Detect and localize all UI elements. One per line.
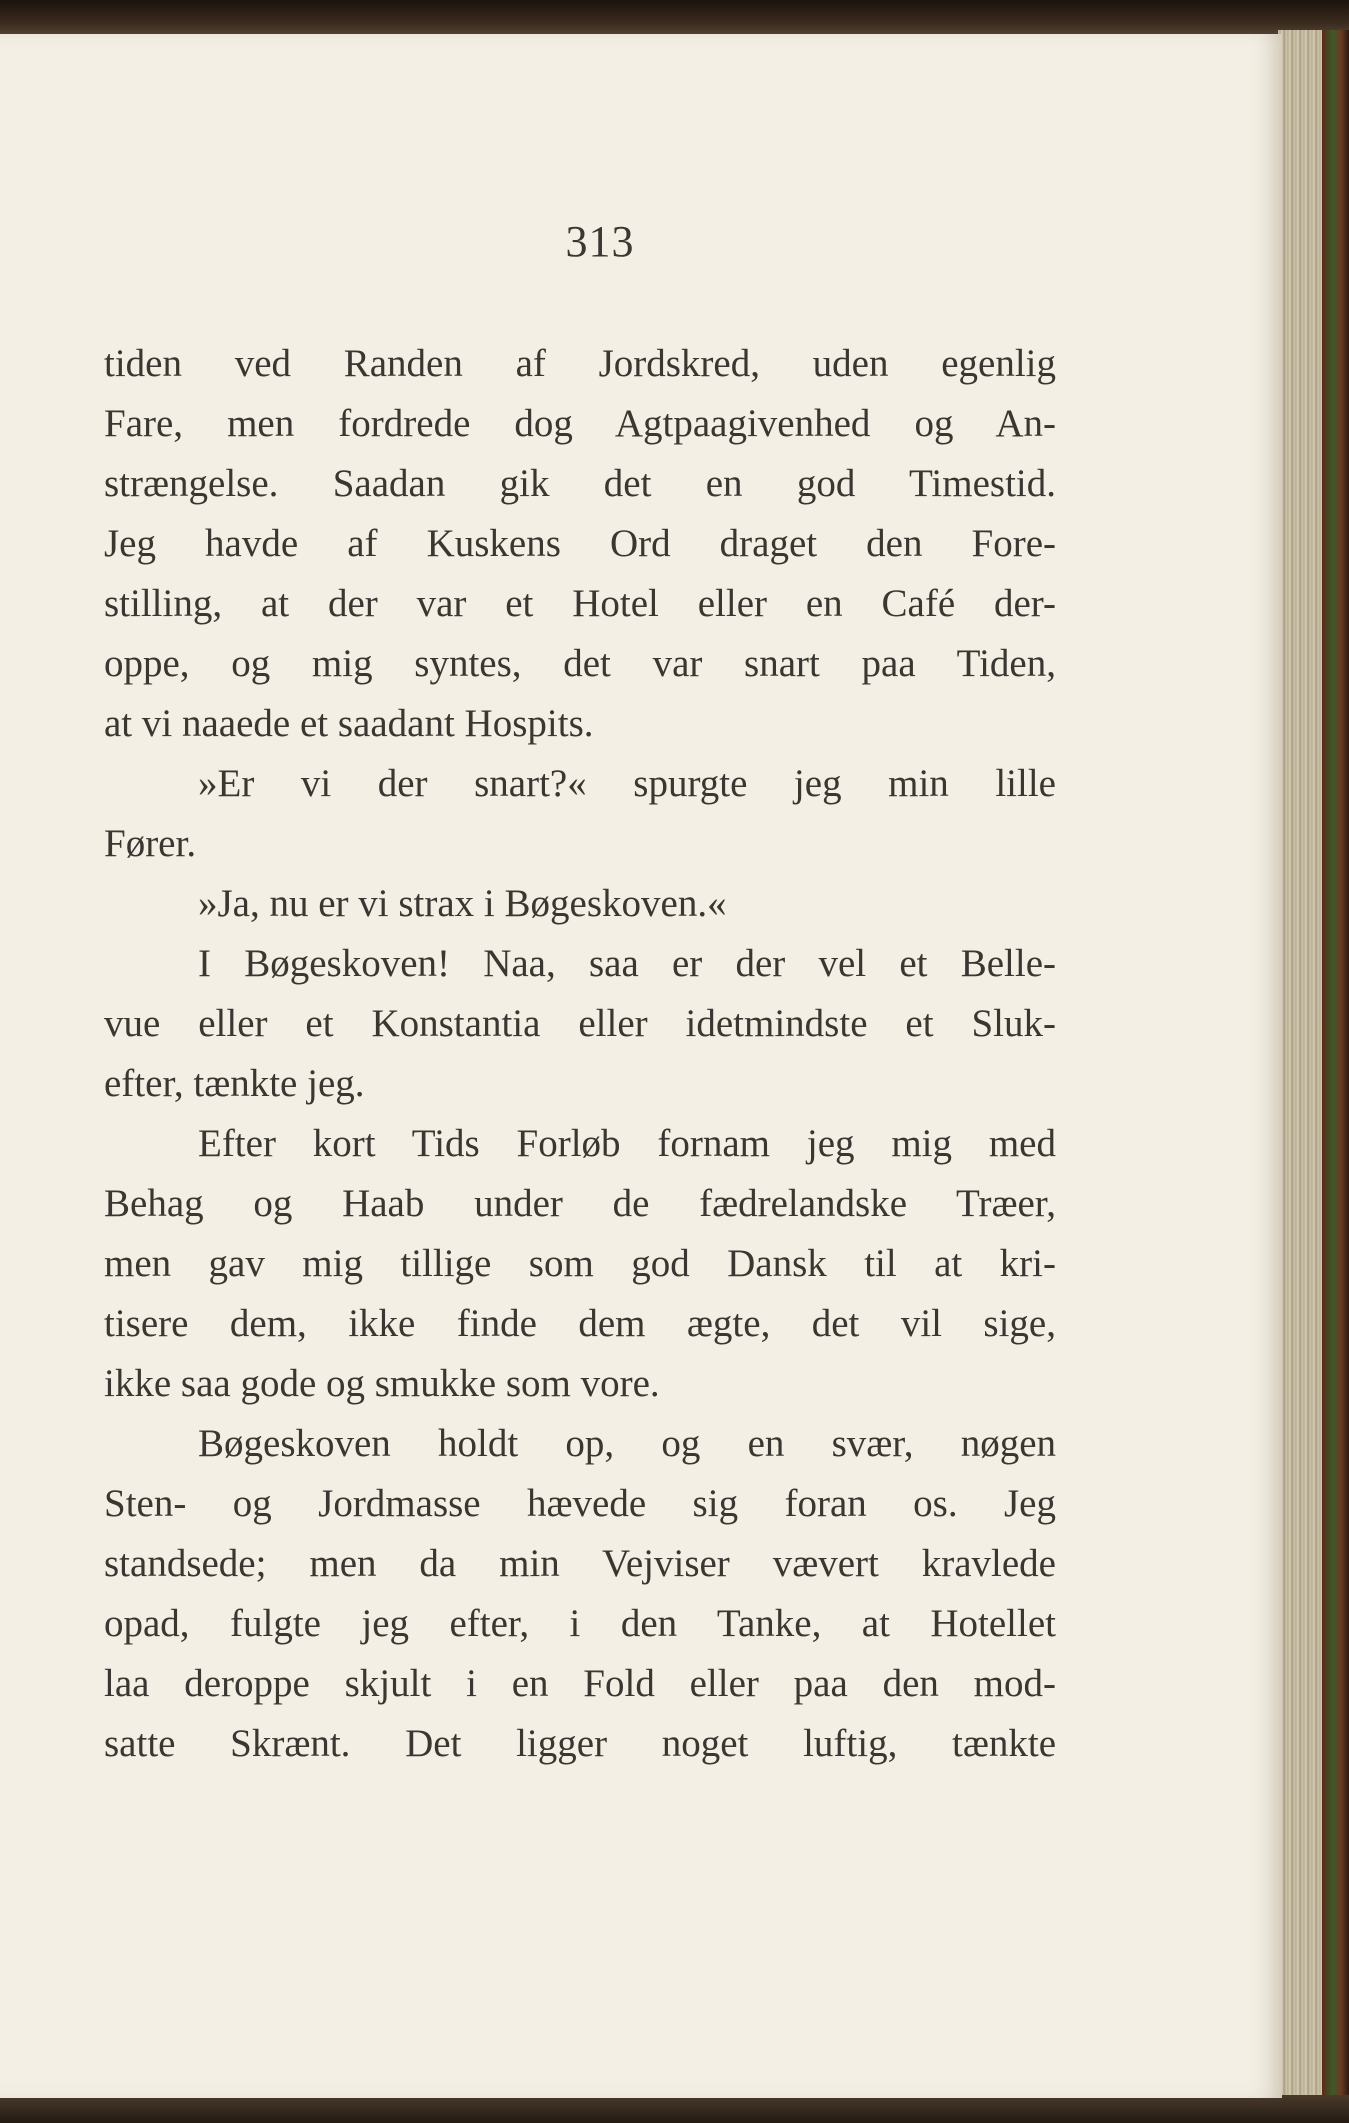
text-line: tiden ved Randen af Jordskred, uden egenlig bbox=[104, 342, 1056, 385]
text-line: Fare, men fordrede dog Agtpaagivenhed og An- bbox=[104, 402, 1056, 445]
text-line: Sten- og Jordmasse hævede sig foran os. Jeg bbox=[104, 1482, 1056, 1525]
page-number: 313 bbox=[565, 217, 635, 266]
book-bottom-edge bbox=[0, 2095, 1349, 2123]
text-line: strængelse. Saadan gik det en god Timestid. bbox=[104, 462, 1056, 505]
text-line: tisere dem, ikke finde dem ægte, det vil sige, bbox=[104, 1302, 1056, 1345]
book-cover-edge bbox=[1322, 30, 1349, 2100]
book-page bbox=[0, 34, 1282, 2098]
text-line: Jeg havde af Kuskens Ord draget den Fore- bbox=[104, 522, 1056, 565]
text-line: efter, tænkte jeg. bbox=[104, 1062, 365, 1105]
text-line: at vi naaede et saadant Hospits. bbox=[104, 702, 594, 745]
text-line: standsede; men da min Vejviser vævert kravlede bbox=[104, 1542, 1056, 1585]
text-line: Behag og Haab under de fædrelandske Træer, bbox=[104, 1182, 1056, 1225]
text-line: laa deroppe skjult i en Fold eller paa den mod- bbox=[104, 1662, 1056, 1705]
text-line: »Er vi der snart?« spurgte jeg min lille bbox=[198, 762, 1056, 805]
text-line: satte Skrænt. Det ligger noget luftig, tænkte bbox=[104, 1722, 1056, 1765]
text-line: men gav mig tillige som god Dansk til at kri- bbox=[104, 1242, 1056, 1285]
text-line: Efter kort Tids Forløb fornam jeg mig med bbox=[198, 1122, 1056, 1165]
text-line: stilling, at der var et Hotel eller en Café der- bbox=[104, 582, 1056, 625]
text-line: Fører. bbox=[104, 822, 197, 865]
text-line: Bøgeskoven holdt op, og en svær, nøgen bbox=[198, 1422, 1056, 1465]
text-line: oppe, og mig syntes, det var snart paa Tiden, bbox=[104, 642, 1056, 685]
body-text bbox=[104, 334, 1056, 1774]
text-line: vue eller et Konstantia eller idetmindste et Sluk- bbox=[104, 1002, 1056, 1045]
book-top-edge bbox=[0, 0, 1349, 38]
text-line: opad, fulgte jeg efter, i den Tanke, at Hotellet bbox=[104, 1602, 1056, 1645]
text-line: ikke saa gode og smukke som vore. bbox=[104, 1362, 660, 1405]
text-line: »Ja, nu er vi strax i Bøgeskoven.« bbox=[198, 882, 727, 925]
text-line: I Bøgeskoven! Naa, saa er der vel et Belle- bbox=[198, 942, 1056, 985]
